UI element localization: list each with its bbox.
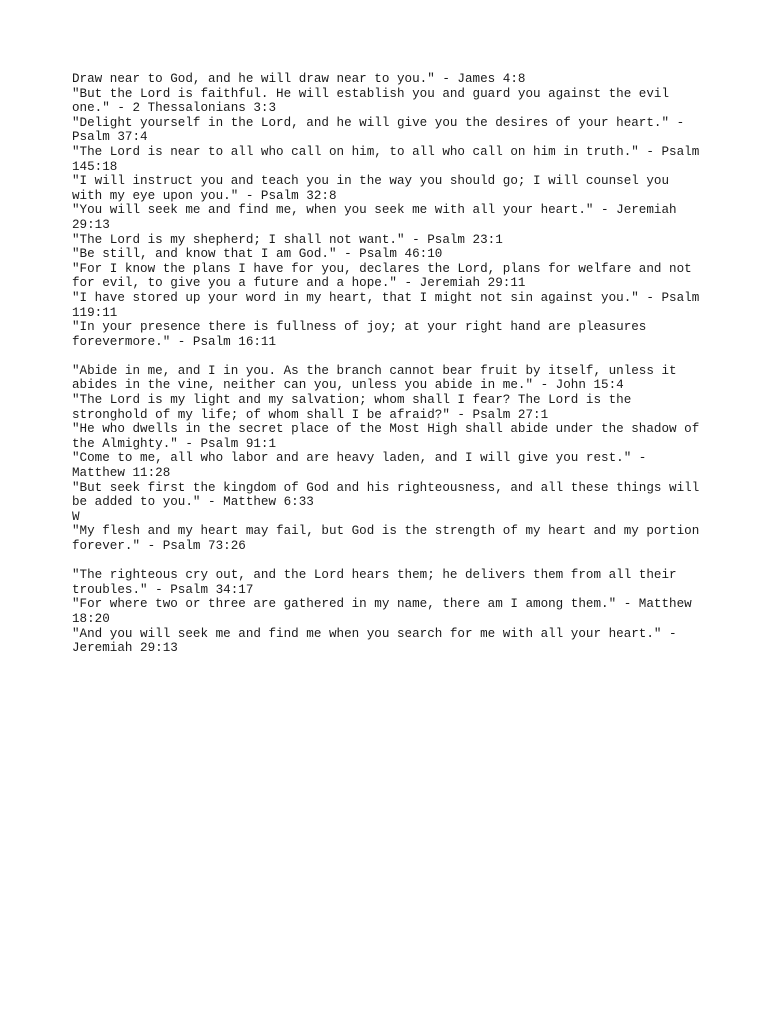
blank-line <box>72 349 712 364</box>
text-line: Psalm 37:4 <box>72 130 148 145</box>
text-line: "The righteous cry out, and the Lord hears them; he delivers them from all their <box>72 568 677 583</box>
text-line: with my eye upon you." - Psalm 32:8 <box>72 188 337 203</box>
text-line: 119:11 <box>72 305 118 320</box>
text-line: the Almighty." - Psalm 91:1 <box>72 436 277 451</box>
text-line: "The Lord is my shepherd; I shall not want." - Psalm 23:1 <box>72 232 503 247</box>
text-line: Matthew 11:28 <box>72 466 171 481</box>
text-line: "The Lord is my light and my salvation; whom shall I fear? The Lord is the <box>72 393 632 408</box>
text-line: Draw near to God, and he will draw near to you." - James 4:8 <box>72 72 526 86</box>
document-page <box>72 72 712 656</box>
text-line: "Abide in me, and I in you. As the branch cannot bear fruit by itself, unless it <box>72 363 677 378</box>
text-line: W <box>72 509 80 524</box>
text-line: 29:13 <box>72 217 110 232</box>
text-line: stronghold of my life; of whom shall I be afraid?" - Psalm 27:1 <box>72 407 549 422</box>
text-line: "I have stored up your word in my heart, that I might not sin against you." - Psalm <box>72 290 700 305</box>
text-line: 18:20 <box>72 611 110 626</box>
text-line: forever." - Psalm 73:26 <box>72 539 246 553</box>
text-line: "I will instruct you and teach you in the way you should go; I will counsel you <box>72 174 670 189</box>
text-line: Jeremiah 29:13 <box>72 641 178 656</box>
text-line: "And you will seek me and find me when you search for me with all your heart." - <box>72 626 677 641</box>
text-line: 145:18 <box>72 159 118 174</box>
text-line: "Be still, and know that I am God." - Psalm 46:10 <box>72 247 443 262</box>
text-line: "My flesh and my heart may fail, but God is the strength of my heart and my portion <box>72 524 700 539</box>
blank-line <box>72 554 712 569</box>
text-line: "In your presence there is fullness of joy; at your right hand are pleasures <box>72 320 647 335</box>
text-line: abides in the vine, neither can you, unless you abide in me." - John 15:4 <box>72 378 624 393</box>
text-line: forevermore." - Psalm 16:11 <box>72 334 277 349</box>
text-line: be added to you." - Matthew 6:33 <box>72 495 314 510</box>
text-line: "For where two or three are gathered in my name, there am I among them." - Matthew <box>72 597 692 612</box>
text-line: "Come to me, all who labor and are heavy laden, and I will give you rest." - <box>72 451 647 466</box>
text-line: "For I know the plans I have for you, declares the Lord, plans for welfare and not <box>72 261 692 276</box>
text-line: for evil, to give you a future and a hope." - Jeremiah 29:11 <box>72 276 526 291</box>
text-line: one." - 2 Thessalonians 3:3 <box>72 101 277 116</box>
text-line: "Delight yourself in the Lord, and he will give you the desires of your heart." - <box>72 115 685 130</box>
text-line: "But seek first the kingdom of God and his righteousness, and all these things will <box>72 480 700 495</box>
text-line: "But the Lord is faithful. He will establish you and guard you against the evil <box>72 86 670 101</box>
text-line: "He who dwells in the secret place of the Most High shall abide under the shadow of <box>72 422 700 437</box>
text-line: troubles." - Psalm 34:17 <box>72 582 254 597</box>
text-line: "The Lord is near to all who call on him, to all who call on him in truth." - Psalm <box>72 144 700 159</box>
text-line: "You will seek me and find me, when you seek me with all your heart." - Jeremiah <box>72 203 677 218</box>
